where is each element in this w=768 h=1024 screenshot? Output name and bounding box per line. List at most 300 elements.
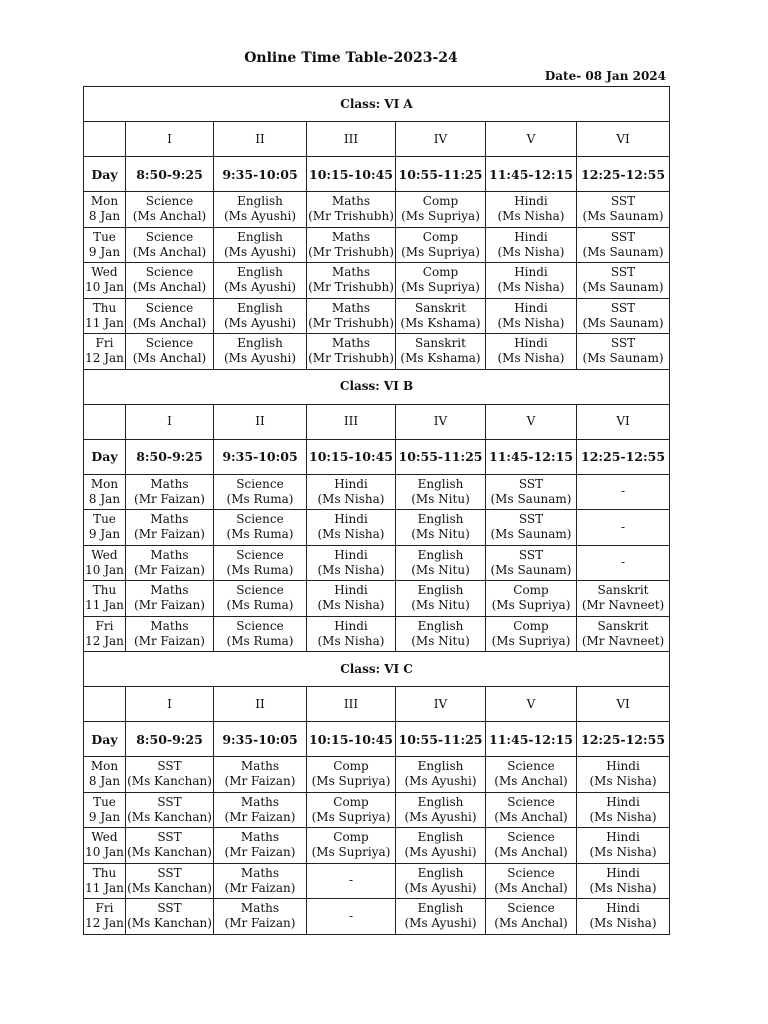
table-row: [84, 545, 670, 581]
teacher: (Ms Saunam): [582, 209, 664, 224]
lesson-cell: [214, 792, 307, 828]
day-name: Mon: [90, 476, 119, 491]
teacher: (Ms Nisha): [317, 527, 385, 542]
period-time: 10:15-10:45: [307, 722, 396, 757]
subject: Maths: [150, 476, 189, 491]
teacher: (Ms Saunam): [490, 527, 572, 542]
lesson-cell: [126, 757, 214, 793]
lesson-cell: [126, 581, 214, 617]
teacher: (Ms Saunam): [582, 244, 664, 259]
teacher: (Ms Saunam): [582, 280, 664, 295]
subject: SST: [610, 194, 636, 209]
teacher: (Ms Nisha): [497, 315, 565, 330]
teacher: (Ms Ruma): [226, 598, 294, 613]
day-name: Mon: [90, 759, 119, 774]
day-header: Day: [84, 439, 126, 474]
day-name: Thu: [92, 865, 117, 880]
day-name: Fri: [95, 901, 114, 916]
subject: Sanskrit: [597, 583, 649, 598]
blank-cell: [84, 404, 126, 439]
lesson-cell: [396, 581, 486, 617]
subject: Maths: [150, 547, 189, 562]
teacher: (Ms Anchal): [132, 209, 207, 224]
day-cell: [84, 792, 126, 828]
teacher: (Ms Saunam): [490, 562, 572, 577]
period-number: IV: [396, 687, 486, 722]
subject: Science: [236, 512, 284, 527]
teacher: (Ms Anchal): [494, 880, 568, 895]
teacher: (Ms Kanchan): [127, 809, 212, 824]
period-number: V: [486, 404, 577, 439]
subject: Hindi: [514, 229, 548, 244]
lesson-cell: [214, 616, 307, 652]
period-number: IV: [396, 404, 486, 439]
lesson-cell: [577, 792, 670, 828]
class-label: Class: VI B: [84, 369, 670, 404]
subject: Comp: [333, 794, 369, 809]
lesson-cell: [214, 510, 307, 546]
lesson-cell: [486, 792, 577, 828]
lesson-cell: [307, 828, 396, 864]
teacher: (Ms Nisha): [589, 774, 657, 789]
subject: SST: [518, 547, 544, 562]
teacher: (Ms Ayushi): [404, 845, 477, 860]
teacher: (Mr Faizan): [224, 845, 296, 860]
subject: Hindi: [514, 336, 548, 351]
lesson-cell: [486, 899, 577, 935]
subject: Maths: [240, 830, 280, 845]
period-number: VI: [577, 687, 670, 722]
lesson-cell: [307, 474, 396, 510]
lesson-cell: [214, 474, 307, 510]
teacher: (Ms Nisha): [317, 491, 385, 506]
teacher: (Ms Ruma): [226, 562, 294, 577]
teacher: (Ms Ayushi): [404, 880, 477, 895]
day-header: Day: [84, 157, 126, 192]
teacher: (Ms Nisha): [317, 633, 385, 648]
subject: Comp: [333, 759, 369, 774]
table-row: [84, 863, 670, 899]
period-time: 10:55-11:25: [396, 439, 486, 474]
period-time: 12:25-12:55: [577, 157, 670, 192]
lesson-cell: [307, 263, 396, 299]
teacher: (Ms Saunam): [582, 315, 664, 330]
day-date: 8 Jan: [88, 209, 121, 224]
teacher: (Ms Nisha): [497, 244, 565, 259]
day-date: 11 Jan: [85, 315, 124, 330]
subject: Maths: [240, 794, 280, 809]
teacher: (Ms Supriya): [401, 244, 480, 259]
lesson-cell: [577, 545, 670, 581]
teacher: (Ms Anchal): [494, 916, 568, 931]
day-name: Wed: [91, 547, 118, 562]
lesson-cell: [577, 510, 670, 546]
period-time: 8:50-9:25: [126, 722, 214, 757]
subject: English: [417, 759, 464, 774]
lesson-cell: [126, 545, 214, 581]
subject: -: [620, 555, 626, 570]
subject: Hindi: [606, 865, 640, 880]
lesson-cell: [396, 828, 486, 864]
lesson-cell: [126, 227, 214, 263]
lesson-cell: [214, 581, 307, 617]
lesson-cell: [396, 510, 486, 546]
lesson-cell: [307, 863, 396, 899]
lesson-cell: [577, 757, 670, 793]
subject: Science: [507, 865, 555, 880]
teacher: (Mr Navneet): [581, 598, 665, 613]
teacher: (Ms Ayushi): [404, 916, 477, 931]
subject: Science: [145, 336, 194, 351]
subject: Science: [507, 759, 555, 774]
subject: Maths: [240, 759, 280, 774]
period-number: V: [486, 687, 577, 722]
subject: Comp: [422, 229, 459, 244]
subject: SST: [610, 229, 636, 244]
lesson-cell: [486, 263, 577, 299]
day-cell: [84, 616, 126, 652]
period-time: 10:15-10:45: [307, 439, 396, 474]
lesson-cell: [396, 616, 486, 652]
lesson-cell: [396, 334, 486, 370]
period-time: 9:35-10:05: [214, 722, 307, 757]
subject: English: [237, 265, 283, 280]
period-time: 11:45-12:15: [486, 439, 577, 474]
day-cell: [84, 334, 126, 370]
subject: SST: [157, 865, 182, 880]
table-row: [84, 510, 670, 546]
lesson-cell: [486, 192, 577, 228]
teacher: (Mr Faizan): [134, 527, 205, 542]
day-date: 12 Jan: [85, 916, 124, 931]
table-row: [84, 757, 670, 793]
subject: Maths: [331, 300, 371, 315]
teacher: (Ms Saunam): [490, 491, 572, 506]
teacher: (Mr Faizan): [134, 491, 205, 506]
teacher: (Mr Trishubh): [308, 351, 394, 366]
subject: Science: [236, 583, 284, 598]
subject: English: [417, 547, 464, 562]
lesson-cell: [126, 792, 214, 828]
subject: Science: [236, 547, 284, 562]
lesson-cell: [214, 545, 307, 581]
lesson-cell: [577, 192, 670, 228]
subject: English: [417, 583, 464, 598]
subject: Science: [145, 229, 194, 244]
day-name: Thu: [92, 583, 117, 598]
teacher: (Ms Ayushi): [223, 209, 297, 224]
teacher: (Ms Nisha): [497, 351, 565, 366]
lesson-cell: [126, 863, 214, 899]
table-row: [84, 263, 670, 299]
lesson-cell: [126, 510, 214, 546]
lesson-cell: [307, 298, 396, 334]
subject: English: [417, 512, 464, 527]
lesson-cell: [214, 828, 307, 864]
lesson-cell: [307, 545, 396, 581]
teacher: (Ms Ruma): [226, 633, 294, 648]
period-number: II: [214, 404, 307, 439]
teacher: (Ms Nitu): [411, 527, 470, 542]
day-date: 12 Jan: [85, 351, 124, 366]
subject: Maths: [150, 512, 189, 527]
day-cell: [84, 192, 126, 228]
teacher: (Ms Supriya): [401, 209, 480, 224]
lesson-cell: [577, 616, 670, 652]
lesson-cell: [577, 334, 670, 370]
teacher: (Ms Ruma): [226, 491, 294, 506]
day-date: 10 Jan: [85, 845, 124, 860]
subject: Comp: [513, 583, 549, 598]
teacher: (Ms Nitu): [411, 598, 470, 613]
lesson-cell: [126, 298, 214, 334]
lesson-cell: [307, 899, 396, 935]
subject: Maths: [331, 265, 371, 280]
day-cell: [84, 510, 126, 546]
teacher: (Ms Kshama): [400, 351, 481, 366]
table-row: [84, 828, 670, 864]
subject: English: [417, 901, 464, 916]
day-date: 11 Jan: [85, 598, 124, 613]
period-time: 10:15-10:45: [307, 157, 396, 192]
lesson-cell: [486, 334, 577, 370]
lesson-cell: [486, 581, 577, 617]
teacher: (Ms Ruma): [226, 527, 294, 542]
teacher: (Ms Supriya): [311, 809, 391, 824]
period-number: II: [214, 687, 307, 722]
subject: Science: [236, 476, 284, 491]
subject: Maths: [150, 618, 189, 633]
subject: Hindi: [606, 759, 640, 774]
day-name: Tue: [93, 229, 116, 244]
table-row: [84, 192, 670, 228]
period-number: I: [126, 687, 214, 722]
teacher: (Mr Faizan): [134, 598, 205, 613]
subject: Hindi: [334, 547, 368, 562]
subject: -: [620, 484, 626, 499]
day-cell: [84, 757, 126, 793]
subject: Hindi: [514, 194, 548, 209]
period-number-row: [84, 687, 670, 722]
subject: Hindi: [606, 794, 640, 809]
day-date: 10 Jan: [85, 562, 124, 577]
subject: SST: [157, 794, 182, 809]
teacher: (Ms Anchal): [494, 774, 568, 789]
subject: SST: [610, 300, 636, 315]
lesson-cell: [126, 192, 214, 228]
teacher: (Mr Faizan): [134, 562, 205, 577]
table-row: [84, 616, 670, 652]
teacher: (Ms Ayushi): [223, 280, 297, 295]
teacher: (Ms Nisha): [589, 880, 657, 895]
subject: Maths: [240, 901, 280, 916]
lesson-cell: [396, 863, 486, 899]
lesson-cell: [307, 616, 396, 652]
teacher: (Ms Nitu): [411, 491, 470, 506]
subject: Science: [236, 618, 284, 633]
class-header-row: [84, 369, 670, 404]
lesson-cell: [126, 828, 214, 864]
lesson-cell: [396, 757, 486, 793]
day-name: Tue: [93, 512, 116, 527]
subject: Sanskrit: [415, 336, 466, 351]
timetable: [83, 86, 670, 935]
subject: Science: [145, 300, 194, 315]
lesson-cell: [214, 227, 307, 263]
lesson-cell: [396, 298, 486, 334]
day-cell: [84, 263, 126, 299]
subject: Hindi: [606, 901, 640, 916]
subject: Comp: [422, 265, 459, 280]
period-time: 11:45-12:15: [486, 157, 577, 192]
class-header-row: [84, 87, 670, 122]
teacher: (Ms Nisha): [497, 280, 565, 295]
lesson-cell: [486, 616, 577, 652]
teacher: (Ms Nitu): [411, 633, 470, 648]
teacher: (Ms Anchal): [132, 280, 207, 295]
teacher: (Mr Trishubh): [308, 280, 394, 295]
teacher: (Ms Anchal): [132, 315, 207, 330]
table-row: [84, 298, 670, 334]
day-cell: [84, 863, 126, 899]
lesson-cell: [214, 334, 307, 370]
subject: English: [237, 194, 283, 209]
teacher: (Mr Faizan): [224, 774, 296, 789]
period-time: 9:35-10:05: [214, 157, 307, 192]
page-title: Online Time Table-2023-24: [244, 50, 458, 66]
teacher: (Ms Ayushi): [223, 244, 297, 259]
subject: Hindi: [334, 512, 368, 527]
subject: English: [417, 794, 464, 809]
subject: Sanskrit: [415, 300, 466, 315]
period-number: IV: [396, 122, 486, 157]
subject: Science: [145, 194, 194, 209]
teacher: (Ms Supriya): [311, 845, 391, 860]
day-cell: [84, 298, 126, 334]
subject: -: [348, 873, 354, 888]
subject: Hindi: [606, 830, 640, 845]
day-cell: [84, 581, 126, 617]
period-time: 8:50-9:25: [126, 157, 214, 192]
lesson-cell: [307, 227, 396, 263]
day-cell: [84, 227, 126, 263]
subject: Maths: [331, 229, 371, 244]
lesson-cell: [486, 510, 577, 546]
teacher: (Mr Trishubh): [308, 244, 394, 259]
teacher: (Ms Nisha): [317, 562, 385, 577]
teacher: (Ms Nisha): [589, 809, 657, 824]
subject: Science: [507, 794, 555, 809]
teacher: (Ms Anchal): [132, 244, 207, 259]
subject: Sanskrit: [597, 618, 649, 633]
period-time: 10:55-11:25: [396, 157, 486, 192]
lesson-cell: [486, 227, 577, 263]
teacher: (Ms Anchal): [132, 351, 207, 366]
lesson-cell: [486, 863, 577, 899]
lesson-cell: [396, 545, 486, 581]
period-time-row: [84, 722, 670, 757]
lesson-cell: [486, 474, 577, 510]
period-number: VI: [577, 404, 670, 439]
period-time-row: [84, 157, 670, 192]
table-row: [84, 334, 670, 370]
day-name: Fri: [95, 336, 114, 351]
lesson-cell: [577, 298, 670, 334]
subject: Maths: [331, 336, 371, 351]
subject: SST: [610, 265, 636, 280]
day-date: 8 Jan: [88, 774, 121, 789]
lesson-cell: [214, 192, 307, 228]
lesson-cell: [396, 474, 486, 510]
period-number: III: [307, 404, 396, 439]
period-number: III: [307, 687, 396, 722]
teacher: (Mr Faizan): [224, 916, 296, 931]
lesson-cell: [307, 581, 396, 617]
day-cell: [84, 474, 126, 510]
day-date: 8 Jan: [88, 491, 121, 506]
subject: SST: [157, 830, 182, 845]
lesson-cell: [577, 581, 670, 617]
subject: Hindi: [334, 583, 368, 598]
subject: Science: [507, 830, 555, 845]
blank-cell: [84, 122, 126, 157]
lesson-cell: [577, 863, 670, 899]
subject: English: [237, 229, 283, 244]
period-number: I: [126, 404, 214, 439]
day-name: Mon: [90, 194, 119, 209]
class-label: Class: VI C: [84, 652, 670, 687]
subject: Comp: [333, 830, 369, 845]
lesson-cell: [486, 298, 577, 334]
teacher: (Ms Ayushi): [404, 809, 477, 824]
lesson-cell: [126, 899, 214, 935]
teacher: (Ms Supriya): [401, 280, 480, 295]
day-date: 9 Jan: [88, 809, 121, 824]
lesson-cell: [577, 474, 670, 510]
teacher: (Ms Supriya): [311, 774, 391, 789]
table-row: [84, 581, 670, 617]
lesson-cell: [486, 545, 577, 581]
lesson-cell: [126, 616, 214, 652]
teacher: (Mr Faizan): [134, 633, 205, 648]
teacher: (Ms Kanchan): [127, 845, 212, 860]
subject: SST: [157, 901, 182, 916]
subject: -: [348, 908, 354, 923]
period-number: VI: [577, 122, 670, 157]
lesson-cell: [307, 757, 396, 793]
subject: SST: [518, 512, 544, 527]
teacher: (Mr Faizan): [224, 880, 296, 895]
day-cell: [84, 899, 126, 935]
subject: SST: [610, 336, 636, 351]
teacher: (Ms Nisha): [497, 209, 565, 224]
day-name: Wed: [91, 830, 118, 845]
period-number: V: [486, 122, 577, 157]
lesson-cell: [126, 474, 214, 510]
subject: Maths: [240, 865, 280, 880]
table-row: [84, 474, 670, 510]
period-number: II: [214, 122, 307, 157]
teacher: (Ms Nisha): [317, 598, 385, 613]
teacher: (Ms Ayushi): [223, 351, 297, 366]
period-time: 12:25-12:55: [577, 439, 670, 474]
table-row: [84, 899, 670, 935]
lesson-cell: [307, 792, 396, 828]
lesson-cell: [307, 192, 396, 228]
teacher: (Ms Anchal): [494, 845, 568, 860]
lesson-cell: [307, 334, 396, 370]
subject: Comp: [422, 194, 459, 209]
